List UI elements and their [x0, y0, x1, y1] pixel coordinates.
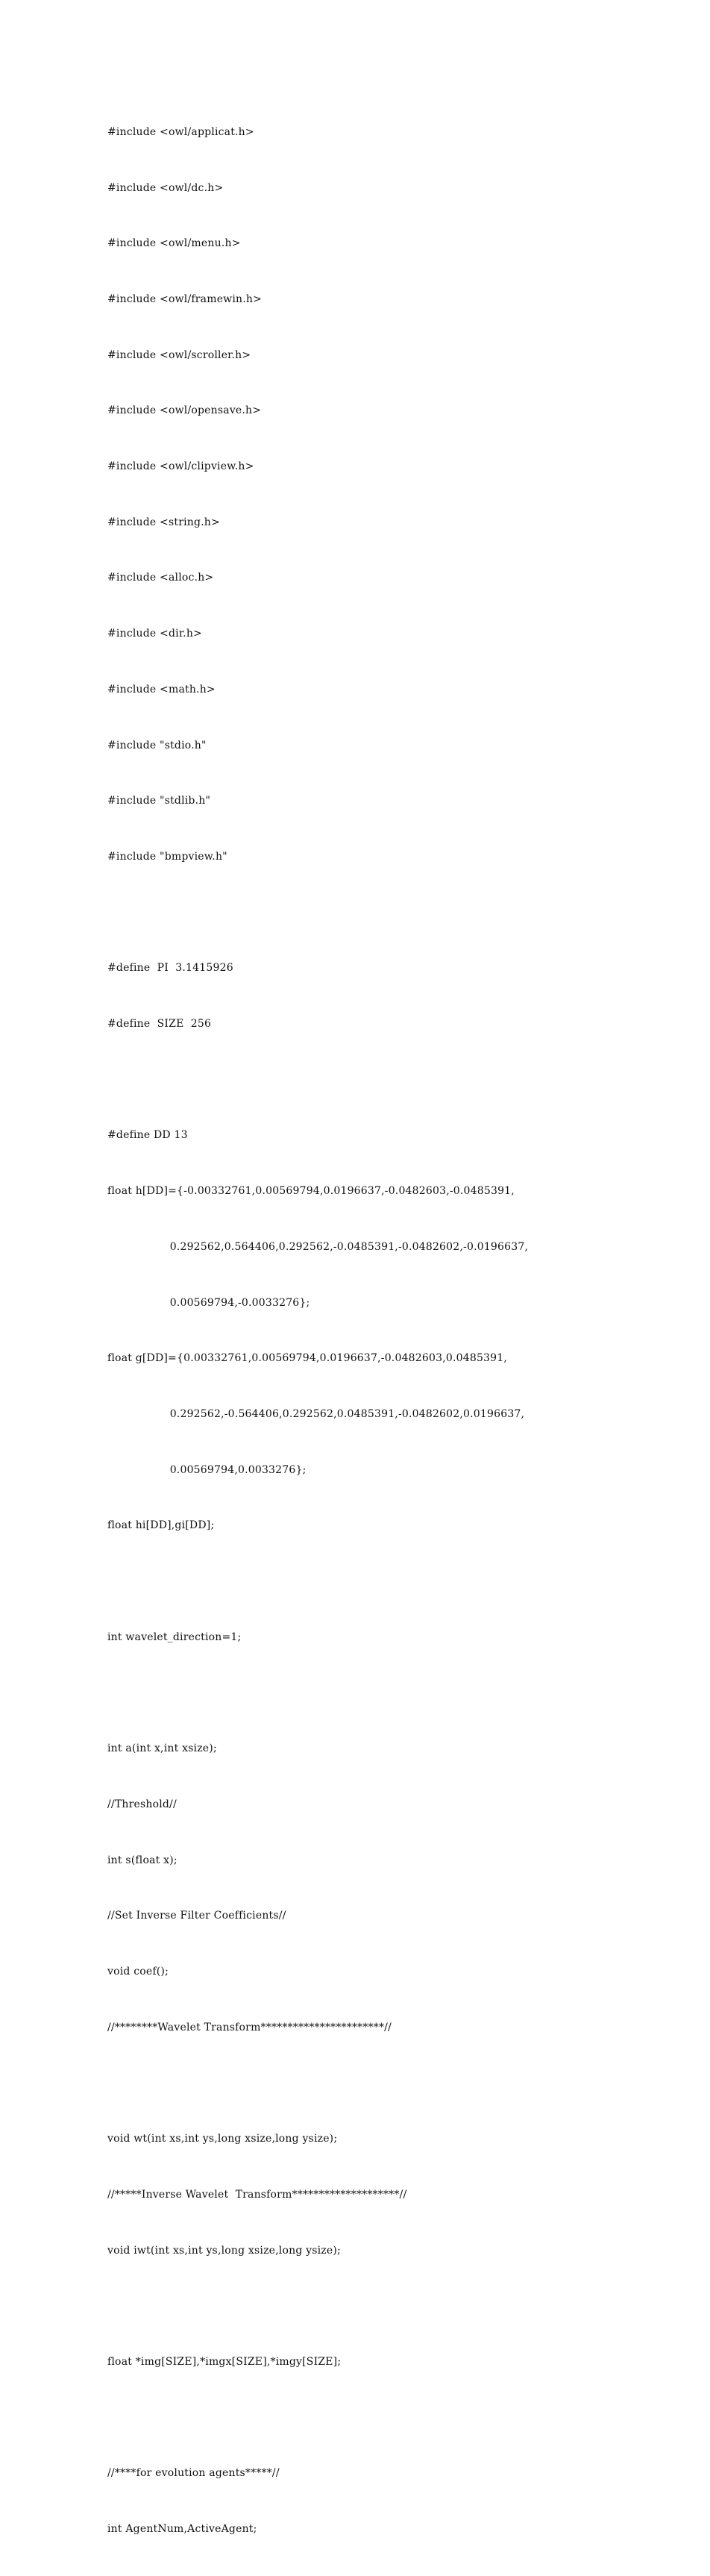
- code-line: #include <owl/clipview.h>: [107, 460, 254, 473]
- blank-line: [107, 904, 697, 922]
- code-line: //Threshold//: [107, 1798, 177, 1810]
- code-line: float hi[DD],gi[DD];: [107, 1519, 215, 1532]
- blank-line: [107, 2074, 697, 2092]
- code-line: float *img[SIZE],*imgx[SIZE],*imgy[SIZE];: [107, 2355, 342, 2368]
- code-line: void coef();: [107, 1966, 169, 1978]
- code-line: //*****Inverse Wavelet Transform********************//: [107, 2188, 407, 2201]
- code-line: 0.00569794,0.0033276};: [107, 1463, 307, 1476]
- code-line: //********Wavelet Transform***********************//: [107, 2021, 392, 2033]
- code-line: #include <dir.h>: [107, 628, 202, 640]
- code-line: #include "stdio.h": [107, 739, 207, 751]
- code-line: int wavelet_direction=1;: [107, 1631, 242, 1643]
- code-line: #include <string.h>: [107, 516, 220, 528]
- code-line: //****for evolution agents*****//: [107, 2467, 280, 2480]
- code-line: #include <owl/scroller.h>: [107, 348, 251, 361]
- blank-line: [107, 2297, 697, 2316]
- blank-line: [107, 1684, 697, 1703]
- code-line: #include "bmpview.h": [107, 850, 227, 863]
- code-line: float h[DD]={-0.00332761,0.00569794,0.0196637,-0.0482603,-0.0485391,: [107, 1185, 515, 1198]
- code-line: int a(int x,int xsize);: [107, 1742, 217, 1755]
- code-line: #include <alloc.h>: [107, 572, 214, 584]
- code-line: #include <math.h>: [107, 683, 216, 695]
- code-line: #include <owl/menu.h>: [107, 237, 241, 250]
- code-line: int s(float x);: [107, 1854, 178, 1866]
- code-line: 0.292562,0.564406,0.292562,-0.0485391,-0.0482602,-0.0196637,: [107, 1240, 529, 1253]
- code-line: float g[DD]={0.00332761,0.00569794,0.0196637,-0.0482603,0.0485391,: [107, 1352, 508, 1365]
- code-line: #define PI 3.1415926: [107, 962, 233, 975]
- code-line: void wt(int xs,int ys,long xsize,long ysize);: [107, 2133, 338, 2145]
- code-line: int AgentNum,ActiveAgent;: [107, 2523, 257, 2536]
- code-line: #include <owl/dc.h>: [107, 181, 224, 194]
- code-line: #include <owl/opensave.h>: [107, 404, 262, 417]
- code-line: #define DD 13: [107, 1129, 188, 1142]
- code-line: 0.292562,-0.564406,0.292562,0.0485391,-0.0482602,0.0196637,: [107, 1407, 525, 1420]
- code-listing: [107, 86, 697, 2576]
- code-line: //Set Inverse Filter Coefficients//: [107, 1910, 286, 1922]
- code-line: #include "stdlib.h": [107, 795, 211, 807]
- code-line: #define SIZE 256: [107, 1018, 212, 1031]
- code-line: 0.00569794,-0.0033276};: [107, 1296, 310, 1309]
- code-line: void iwt(int xs,int ys,long xsize,long ysize);: [107, 2244, 341, 2257]
- blank-line: [107, 1572, 697, 1591]
- code-line: #include <owl/framewin.h>: [107, 293, 263, 305]
- blank-line: [107, 1071, 697, 1090]
- blank-line: [107, 2409, 697, 2427]
- code-line: #include <owl/applicat.h>: [107, 125, 254, 138]
